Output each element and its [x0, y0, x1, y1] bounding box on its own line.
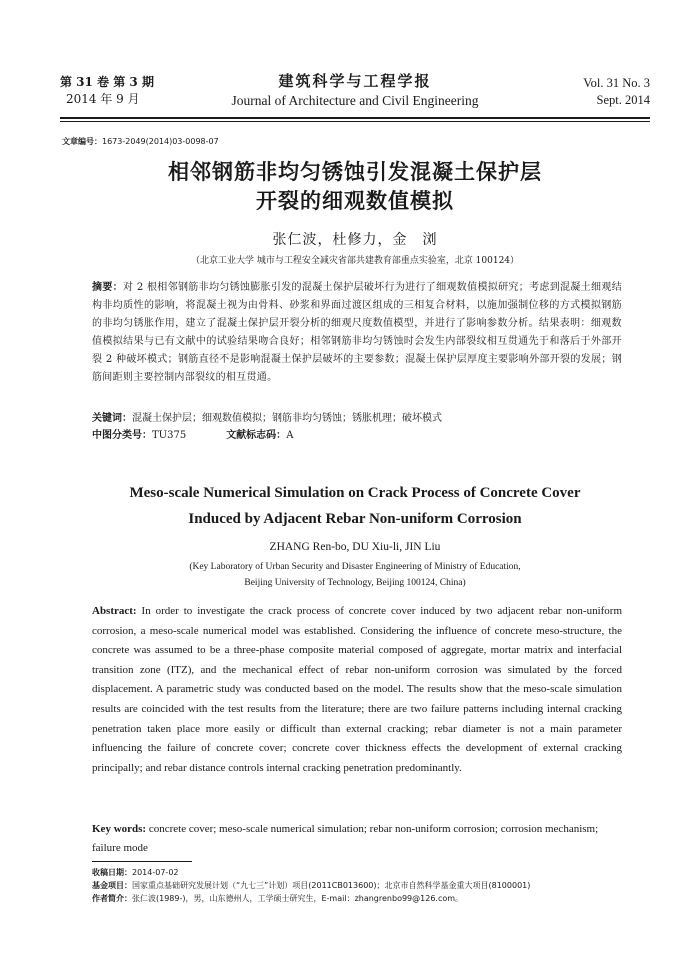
article-number-value: 1673-2049(2014)03-0098-07	[102, 137, 219, 146]
header-rule-thick	[60, 117, 650, 119]
abstract-cn	[92, 279, 622, 387]
keywords-cn-label: 关键词：	[92, 413, 132, 424]
affiliation-en-line2: Beijing University of Technology, Beijing 100124, China)	[244, 578, 466, 588]
issue-info-cn	[60, 74, 154, 108]
article-number-label: 文章编号：	[62, 137, 102, 146]
volume-en: Vol. 31 No. 3	[583, 76, 650, 90]
abstract-en	[92, 602, 622, 778]
fund-info	[92, 879, 632, 892]
authors-en: ZHANG Ren-bo, DU Xiu-li, JIN Liu	[269, 541, 441, 553]
received-label: 收稿日期：	[92, 868, 132, 877]
title-cn-line1: 相邻钢筋非均匀锈蚀引发混凝土保护层	[168, 160, 542, 184]
keywords-en	[92, 820, 622, 858]
title-en	[60, 480, 650, 532]
abstract-cn-label: 摘要：	[92, 282, 123, 293]
doc-code-value: A	[286, 430, 294, 441]
keywords-cn-text: 混凝土保护层；细观数值模拟；钢筋非均匀锈蚀；锈胀机理；破坏模式	[132, 413, 442, 424]
abstract-en-text: In order to investigate the crack process of concrete cover induced by two adjacent rebar non-uniform corrosion, a meso-scale numerical model was established. Considering the influence of concrete meso-structure, the concrete was assumed to be a three-phase composite material composed of aggregate, mortar matrix and interfacial transition zone (ITZ), and the mechanical effect of rebar non-uniform corrosion was simulated by the forced displacement. A parametric study was conducted based on the model. The results show that the meso-scale simulation results are coincided with the test results from the literature; there are two failure patterns including internal cracking penetration taken place more easily or difficult than external cracking; rebar diameter is not a main parameter influencing the failure of concrete cover; concrete cover thickness effects the development of external cracking principally; and rebar distance controls internal cracking penetration predominantly.	[92, 605, 623, 774]
title-en-line2: Induced by Adjacent Rebar Non-uniform Corrosion	[188, 511, 522, 527]
date-en: Sept. 2014	[596, 93, 650, 107]
authors-cn: 张仁波，杜修力，金 浏	[272, 232, 438, 248]
fund-label: 基金项目：	[92, 881, 132, 890]
affiliation-cn: （北京工业大学 城市与工程安全减灾省部共建教育部重点实验室，北京 100124）	[190, 256, 520, 266]
author-value: 张仁波(1989-)，男，山东德州人，工学硕士研究生，E-mail：zhangrenbo99@126.com。	[132, 894, 464, 903]
journal-name	[210, 72, 500, 111]
volume-cn: 第 31 卷 第 3 期	[60, 75, 154, 89]
journal-name-en: Journal of Architecture and Civil Engineering	[231, 93, 479, 108]
clc-label: 中图分类号：	[92, 430, 152, 441]
article-number	[62, 136, 219, 147]
author-label: 作者简介：	[92, 894, 132, 903]
received-date	[92, 866, 632, 879]
abstract-en-label: Abstract:	[92, 605, 137, 617]
title-cn	[60, 158, 650, 216]
footnotes	[92, 866, 632, 905]
classification	[92, 427, 622, 444]
received-value: 2014-07-02	[132, 868, 179, 877]
journal-name-cn: 建筑科学与工程学报	[278, 72, 432, 90]
title-en-line1: Meso-scale Numerical Simulation on Crack Process of Concrete Cover	[129, 485, 581, 501]
date-cn: 2014 年 9 月	[66, 92, 140, 106]
author-info	[92, 892, 632, 905]
header-rule-thin	[60, 121, 650, 122]
doc-code-label: 文献标志码：	[226, 430, 287, 441]
issue-info-en	[583, 75, 650, 109]
clc-value: TU375	[152, 430, 187, 441]
affiliation-en	[60, 559, 650, 591]
masthead	[60, 72, 650, 114]
keywords-en-text: concrete cover; meso-scale numerical simulation; rebar non-uniform corrosion; corrosion mechanism; failure mode	[92, 823, 599, 854]
keywords-en-label: Key words:	[92, 823, 147, 835]
footnote-rule	[92, 861, 192, 862]
abstract-cn-text: 对 2 根相邻钢筋非均匀锈蚀膨胀引发的混凝土保护层破坏行为进行了细观数值模拟研究；考虑到混凝土细观结构非均质性的影响，将混凝土视为由骨料、砂浆和界面过渡区组成的三相复合材料，以施加强制位移的方式模拟钢筋的非均匀锈胀作用，建立了混凝土保护层开裂分析的细观尺度数值模型，并进行了影响参数分析。结果表明：细观数值模拟结果与已有文献中的试验结果吻合良好；相邻钢筋非均匀锈蚀时会发生内部裂纹相互贯通先于和落后于外部开裂 2 种破坏模式；钢筋直径不是影响混凝土保护层破坏的主要参数；混凝土保护层厚度主要影响外部开裂的发展；钢筋间距则主要控制内部裂纹的相互贯通。	[92, 282, 622, 383]
affiliation-en-line1: (Key Laboratory of Urban Security and Disaster Engineering of Ministry of Education,	[189, 562, 521, 572]
title-cn-line2: 开裂的细观数值模拟	[256, 189, 454, 213]
fund-value: 国家重点基础研究发展计划（“九七三”计划）项目(2011CB013600)；北京市自然科学基金重大项目(8100001)	[132, 881, 531, 890]
keywords-cn	[92, 410, 622, 427]
